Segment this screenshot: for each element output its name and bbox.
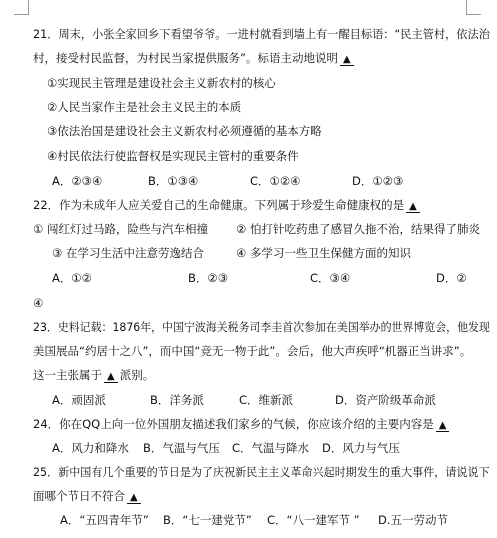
q21-option-b[interactable]: B．①③④ bbox=[148, 174, 199, 188]
q23-stem-line-1: 23．史料记载：1876年，中国宁波海关税务司李圭首次参加在美国举办的世界博览会，他发现 bbox=[33, 320, 490, 334]
crop-mark-right-vertical bbox=[466, 0, 467, 14]
q24-stem-line-1: 24．你在QQ上向一位外国朋友描述我们家乡的气候，你应该介绍的主要内容是 ▲ bbox=[33, 417, 451, 432]
triangle-marker-icon: ▲ bbox=[438, 420, 447, 431]
crop-mark-left-horizontal bbox=[14, 14, 29, 15]
answer-blank[interactable] bbox=[340, 53, 354, 66]
q21-statement-3: ③依法治国是建设社会主义新农村必须遵循的基本方略 bbox=[47, 124, 322, 138]
q22-option-a[interactable]: A．①② bbox=[52, 271, 92, 285]
triangle-marker-icon: ▲ bbox=[409, 201, 417, 212]
answer-blank[interactable] bbox=[436, 419, 450, 432]
q22-option-b[interactable]: B．②③ bbox=[188, 271, 229, 285]
answer-blank[interactable] bbox=[406, 200, 420, 213]
q25-option-d[interactable]: D.五一劳动节 bbox=[378, 513, 449, 527]
q21-stem-line-1: 21．周末，小张全家回乡下看望爷爷。一进村就看到墙上有一醒目标语：“民主管村，依法治 bbox=[33, 27, 490, 41]
q21-stem-line-2: 村，接受村民监督，为村民当家提供服务”。标语主动地说明 ▲ bbox=[33, 51, 356, 66]
q22-option-c[interactable]: C．③④ bbox=[310, 271, 351, 285]
q22-option-d-wrap: ④ bbox=[33, 296, 44, 310]
q23-stem-line-2: 美国展品“约居十之八”，而中国“竞无一物于此”。会后，他大声疾呼“机器正当讲求”。 bbox=[33, 344, 472, 358]
q23-stem-line-3: 这一主张属于 ▲ 派别。 bbox=[33, 368, 155, 382]
q21-statement-1: ①实现民主管理是建设社会主义新农村的核心 bbox=[47, 76, 276, 90]
q21-option-d[interactable]: D．①②③ bbox=[352, 174, 404, 188]
q22-stem-line-1: 22．作为未成年人应关爱自己的生命健康。下列属于珍爱生命健康权的是 ▲ bbox=[33, 198, 422, 213]
triangle-marker-icon: ▲ bbox=[107, 371, 115, 382]
q22-statement-4: ④ 多学习一些卫生保健方面的知识 bbox=[236, 246, 411, 260]
q23-option-a[interactable]: A．顽固派 bbox=[52, 393, 106, 407]
crop-mark-right-horizontal bbox=[466, 14, 481, 15]
q24-option-b[interactable]: B．气温与气压 bbox=[143, 441, 220, 455]
q21-statement-2: ②人民当家作主是社会主义民主的本质 bbox=[47, 100, 242, 114]
q23-option-c[interactable]: C．维新派 bbox=[239, 393, 294, 407]
answer-blank[interactable] bbox=[127, 491, 141, 504]
q25-option-b[interactable]: B．“七一建党节” bbox=[163, 513, 252, 527]
q22-option-d[interactable]: D．② bbox=[436, 271, 467, 285]
q24-option-c[interactable]: C．气温与降水 bbox=[232, 441, 310, 455]
crop-mark-left-vertical bbox=[28, 0, 29, 14]
q22-statement-2: ② 怕打针吃药患了感冒久拖不治，结果得了肺炎 bbox=[236, 222, 480, 236]
q23-option-d[interactable]: D．资产阶级革命派 bbox=[335, 393, 436, 407]
q25-option-c[interactable]: C．“八一建军节 ” bbox=[267, 513, 360, 527]
answer-blank[interactable] bbox=[104, 370, 118, 383]
q25-stem-line-2: 面哪个节日不符合 ▲ bbox=[33, 489, 143, 504]
q23-option-b[interactable]: B．洋务派 bbox=[150, 393, 204, 407]
triangle-marker-icon: ▲ bbox=[130, 492, 138, 503]
q21-option-a[interactable]: A．②③④ bbox=[52, 174, 103, 188]
q22-statement-3: ③ 在学习生活中注意劳逸结合 bbox=[52, 246, 204, 260]
q24-option-d[interactable]: D．风力与气压 bbox=[322, 441, 400, 455]
triangle-marker-icon: ▲ bbox=[342, 54, 351, 65]
q24-option-a[interactable]: A．风力和降水 bbox=[52, 441, 129, 455]
q21-statement-4: ④村民依法行使监督权是实现民主管村的重要条件 bbox=[47, 149, 299, 163]
q22-statement-1: ① 闯红灯过马路，险些与汽车相撞 bbox=[33, 222, 208, 236]
q21-option-c[interactable]: C．①②④ bbox=[250, 174, 301, 188]
q25-option-a[interactable]: A．“五四青年节” bbox=[60, 513, 149, 527]
q25-stem-line-1: 25．新中国有几个重要的节日是为了庆祝新民主主义革命兴起时期发生的重大事件，请说说下 bbox=[33, 465, 490, 479]
